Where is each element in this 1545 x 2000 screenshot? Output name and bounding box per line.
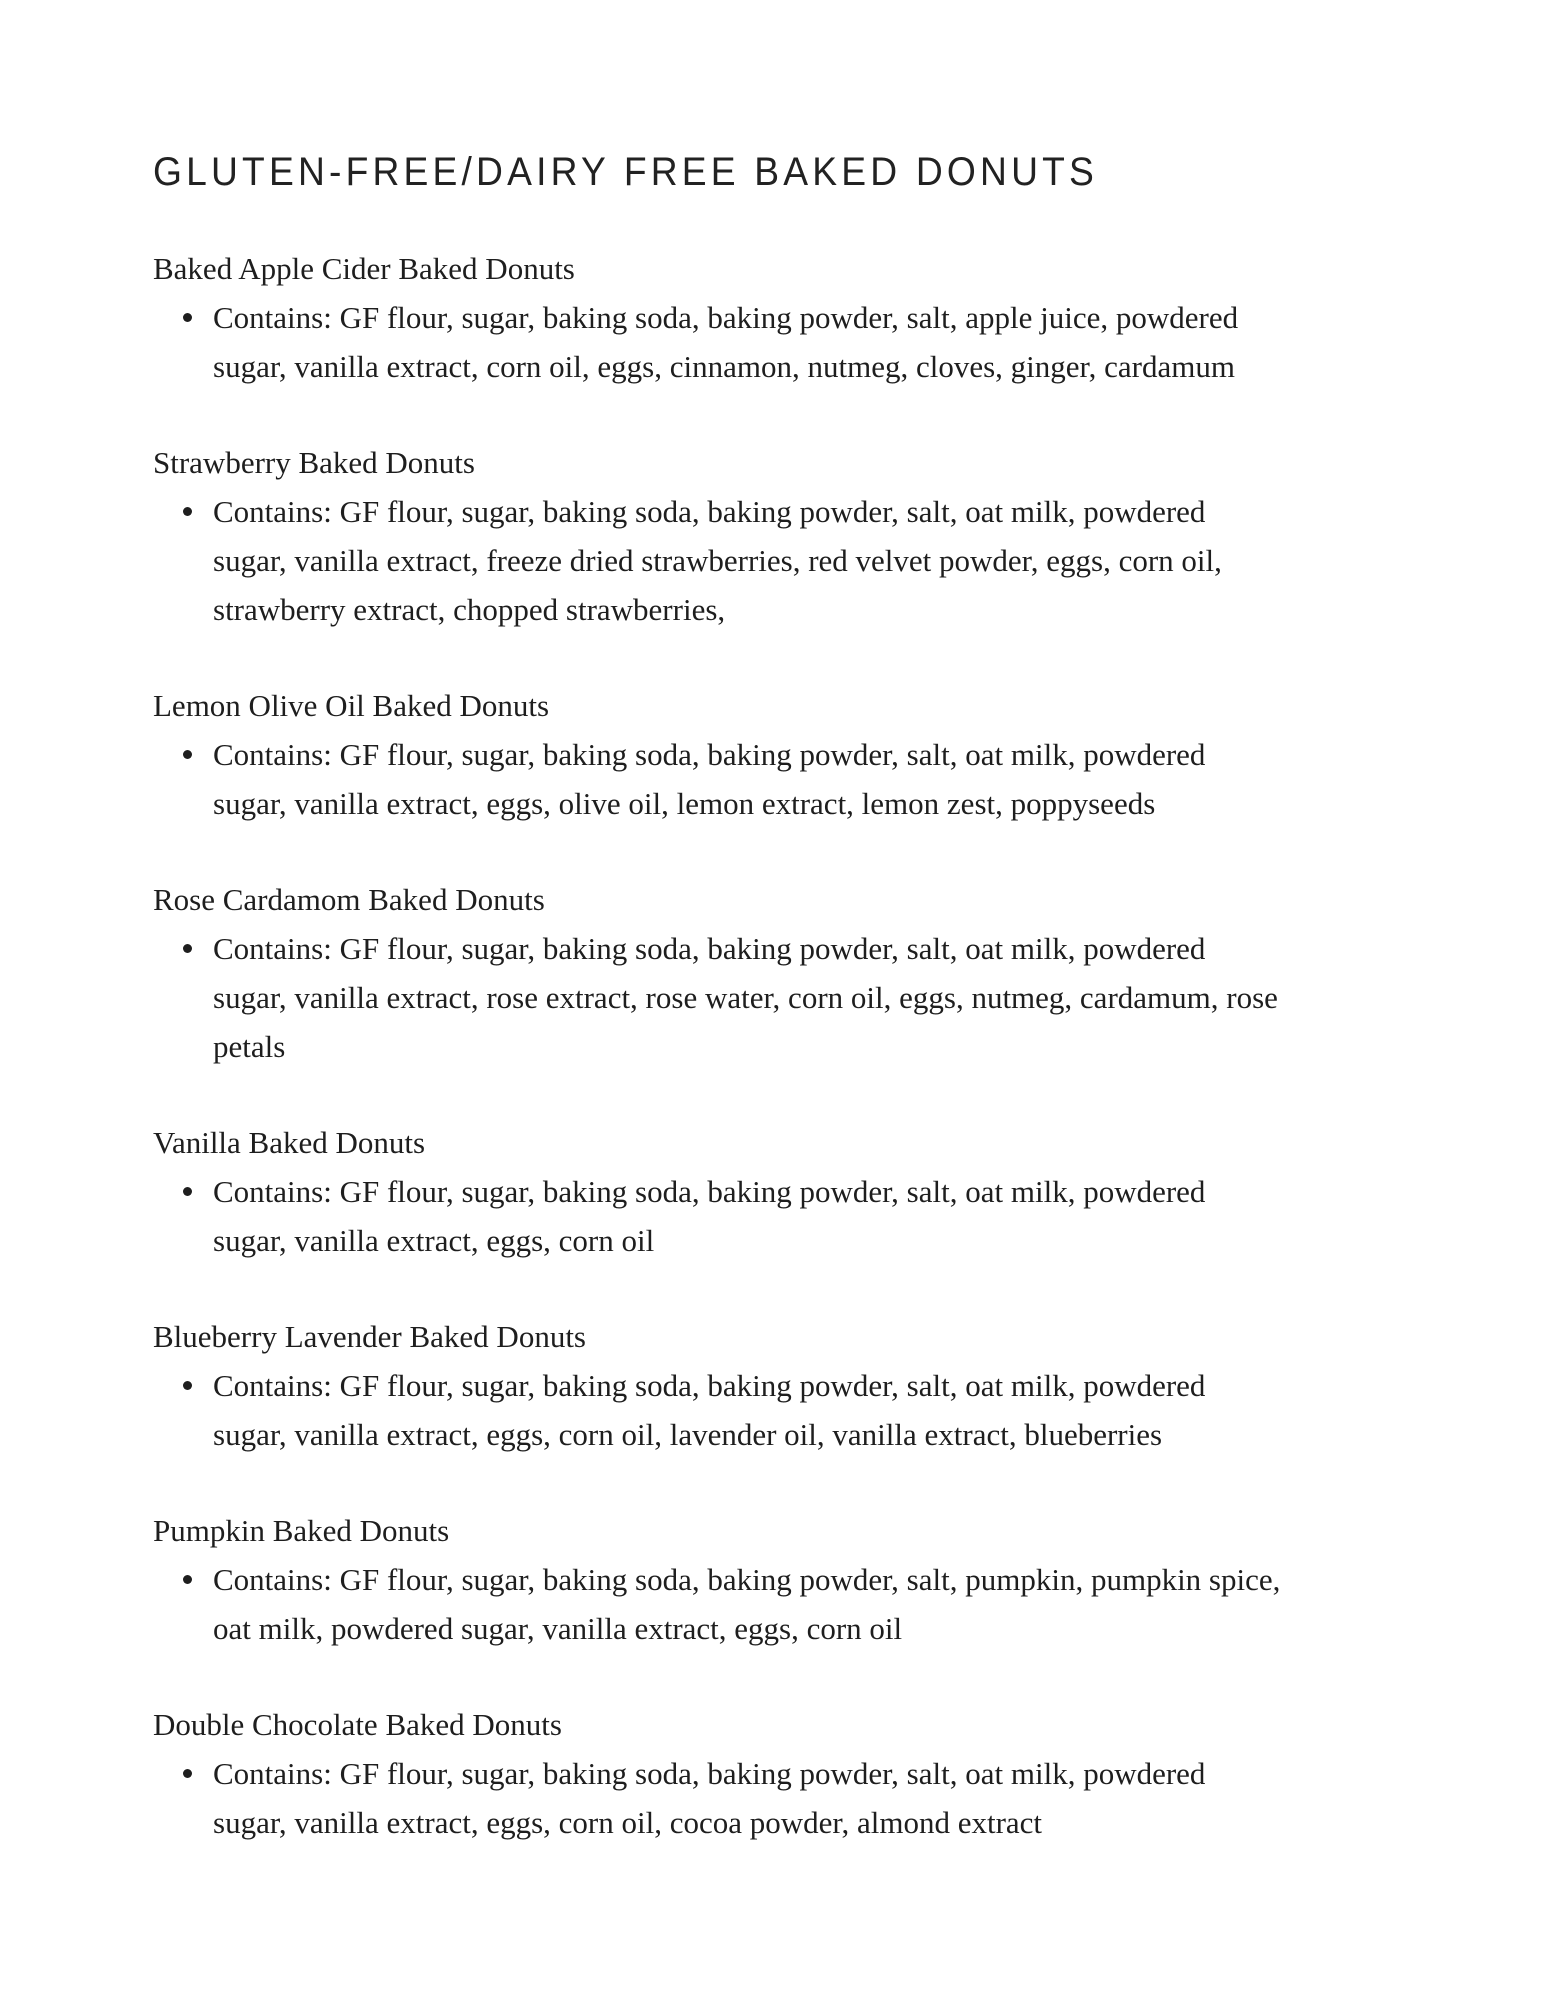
ingredients-text-line: Contains: GF flour, sugar, baking soda, baking powder, salt, oat milk, powdered	[213, 737, 1206, 772]
donut-section	[153, 875, 1280, 1071]
bullet-icon	[183, 944, 192, 953]
ingredients-text-line: Contains: GF flour, sugar, baking soda, baking powder, salt, apple juice, powdered	[213, 300, 1239, 335]
ingredients-text-line: oat milk, powdered sugar, vanilla extract, eggs, corn oil	[213, 1611, 903, 1646]
ingredients-list-item	[153, 1167, 1280, 1265]
donut-heading: Double Chocolate Baked Donuts	[153, 1707, 562, 1742]
bullet-icon	[183, 750, 192, 759]
ingredients-text-line: sugar, vanilla extract, eggs, olive oil, lemon extract, lemon zest, poppyseeds	[213, 786, 1156, 821]
bullet-icon	[183, 1769, 192, 1778]
ingredients-text-line: sugar, vanilla extract, corn oil, eggs, cinnamon, nutmeg, cloves, ginger, cardamum	[213, 349, 1235, 384]
donut-list	[153, 244, 1280, 1894]
bullet-icon	[183, 1381, 192, 1390]
ingredients-text-line: sugar, vanilla extract, rose extract, rose water, corn oil, eggs, nutmeg, cardamum, rose	[213, 980, 1278, 1015]
ingredients-text-line: Contains: GF flour, sugar, baking soda, baking powder, salt, oat milk, powdered	[213, 494, 1206, 529]
ingredients-text-line: petals	[213, 1029, 286, 1064]
donut-heading: Blueberry Lavender Baked Donuts	[153, 1319, 587, 1354]
ingredients-list-item	[153, 730, 1280, 828]
ingredients-text-line: Contains: GF flour, sugar, baking soda, baking powder, salt, oat milk, powdered	[213, 931, 1206, 966]
donut-section	[153, 1700, 1280, 1847]
ingredients-text-line: sugar, vanilla extract, eggs, corn oil, cocoa powder, almond extract	[213, 1805, 1043, 1840]
bullet-icon	[183, 507, 192, 516]
ingredients-text-line: sugar, vanilla extract, eggs, corn oil	[213, 1223, 655, 1258]
ingredients-list-item	[153, 1555, 1280, 1653]
donut-heading: Strawberry Baked Donuts	[153, 445, 475, 480]
ingredients-list-item	[153, 293, 1280, 391]
donut-section	[153, 1312, 1280, 1459]
donut-section	[153, 244, 1280, 391]
ingredients-list-item	[153, 1749, 1280, 1847]
ingredients-list-item	[153, 1361, 1280, 1459]
donut-heading: Lemon Olive Oil Baked Donuts	[153, 688, 550, 723]
ingredients-text-line: Contains: GF flour, sugar, baking soda, baking powder, salt, oat milk, powdered	[213, 1756, 1206, 1791]
page-title: GLUTEN-FREE/DAIRY FREE BAKED DONUTS	[153, 150, 1099, 194]
ingredients-list-item	[153, 487, 1280, 634]
donut-heading: Baked Apple Cider Baked Donuts	[153, 251, 575, 286]
ingredients-text-line: Contains: GF flour, sugar, baking soda, baking powder, salt, oat milk, powdered	[213, 1174, 1206, 1209]
bullet-icon	[183, 1575, 192, 1584]
donut-section	[153, 1118, 1280, 1265]
donut-heading: Vanilla Baked Donuts	[153, 1125, 426, 1160]
donut-heading: Pumpkin Baked Donuts	[153, 1513, 450, 1548]
ingredients-text-line: Contains: GF flour, sugar, baking soda, baking powder, salt, oat milk, powdered	[213, 1368, 1206, 1403]
ingredients-text-line: sugar, vanilla extract, eggs, corn oil, lavender oil, vanilla extract, blueberries	[213, 1417, 1163, 1452]
bullet-icon	[183, 313, 192, 322]
ingredients-text-line: Contains: GF flour, sugar, baking soda, baking powder, salt, pumpkin, pumpkin spice,	[213, 1562, 1281, 1597]
donut-section	[153, 1506, 1280, 1653]
donut-section	[153, 438, 1280, 634]
donut-heading: Rose Cardamom Baked Donuts	[153, 882, 545, 917]
ingredients-text-line: sugar, vanilla extract, freeze dried strawberries, red velvet powder, eggs, corn oil,	[213, 543, 1222, 578]
donut-section	[153, 681, 1280, 828]
bullet-icon	[183, 1187, 192, 1196]
ingredients-text-line: strawberry extract, chopped strawberries,	[213, 592, 726, 627]
ingredients-list-item	[153, 924, 1280, 1071]
